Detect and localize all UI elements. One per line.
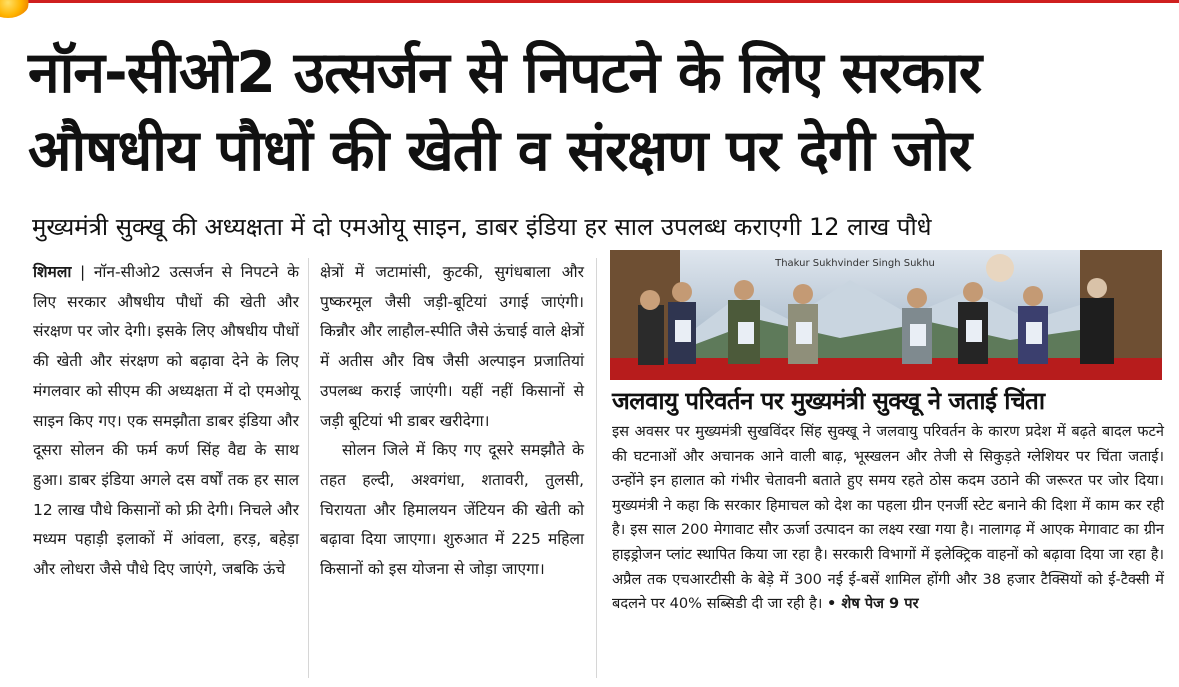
column-2-paragraph-2-text: सोलन जिले में किए गए दूसरे समझौते के तहत हल्दी, अश्वगंधा, शतावरी, तुलसी, चिरायता और हिमालयन जेंटियन की खेती को बढ़ावा दिया जाएगा। शुरुआत में 225 महिला किसानों को इस योजना से जोड़ा जाएगा। (320, 441, 584, 579)
column-divider-2 (596, 258, 597, 678)
continued-note: • शेष पेज 9 पर (827, 595, 919, 613)
column-divider (308, 258, 309, 678)
article-column-2 (320, 258, 584, 585)
column-2-paragraph-2 (320, 436, 584, 585)
top-rule (0, 0, 1179, 3)
column-3-text: इस अवसर पर मुख्यमंत्री सुखविंदर सिंह सुक्खू ने जलवायु परिवर्तन के कारण प्रदेश में बढ़ते बादल फटने की घटनाओं और अचानक आने वाली बाढ़, भूस्खलन और तेजी से सिकुड़ते ग्लेशियर पर चिंता जताई। उन्होंने इन हालात को गंभीर चेतावनी बताते हुए समय रहते ठोस कदम उठाने की जरूरत पर जोर दिया। मुख्यमंत्री ने कहा कि सरकार हिमाचल को देश का पहला ग्रीन एनर्जी स्टेट बनाने की दिशा में काम कर रही है। इस साल 200 मेगावाट सौर ऊर्जा उत्पादन का लक्ष्य रखा गया है। नालागढ़ में आएक मेगावाट का ग्रीन हाइड्रोजन प्लांट स्थापित किया जा रहा है। सरकारी विभागों में इलेक्ट्रिक वाहनों को बढ़ावा दिया जा रहा है। अप्रैल तक एचआरटीसी के बेड़े में 300 नई ई-बसें शामिल होंगी और 38 हजार टैक्सियों को ई-टैक्सी में बदलने पर 40% सब्सिडी दी जा रही है। (612, 423, 1164, 613)
secondary-headline: जलवायु परिवर्तन पर मुख्यमंत्री सुक्खू ने जताई चिंता (612, 387, 1045, 415)
sun-logo-icon (0, 0, 30, 18)
headline (28, 34, 1168, 190)
headline-line-2: औषधीय पौधों की खेती व संरक्षण पर देगी जोर (28, 118, 972, 184)
dateline: शिमला (33, 263, 72, 281)
column-1-text: नॉन-सीओ2 उत्सर्जन से निपटने के लिए सरकार औषधीय पौधों की खेती और संरक्षण पर जोर देगी। इसके लिए औषधीय पौधों की खेती और संरक्षण को बढ़ावा देने के लिए मंगलवार को सीएम की अध्यक्षता में दो एमओयू साइन किए गए। एक समझौता डाबर इंडिया और दूसरा सोलन की फर्म कर्ण सिंह वैद्य के साथ हुआ। डाबर इंडिया अगले दस वर्षों तक हर साल 12 लाख पौधे किसानों को फ्री देगी। निचले और मध्यम पहाड़ी इलाकों में आंवला, हरड़, बहेड़ा और लोधरा जैसे पौधे दिए जाएंगे, जबकि ऊंचे (33, 263, 299, 579)
article-column-1: शिमला | नॉन-सीओ2 उत्सर्जन से निपटने के लिए सरकार औषधीय पौधों की खेती और संरक्षण पर जोर देगी। इसके लिए औषधीय पौधों की खेती और संरक्षण को बढ़ावा देने के लिए मंगलवार को सीएम की अध्यक्षता में दो एमओयू साइन किए गए। एक समझौता डाबर इंडिया और दूसरा सोलन की फर्म कर्ण सिंह वैद्य के साथ हुआ। डाबर इंडिया अगले दस वर्षों तक हर साल 12 लाख पौधे किसानों को फ्री देगी। निचले और मध्यम पहाड़ी इलाकों में आंवला, हरड़, बहेड़ा और लोधरा जैसे पौधे दिए जाएंगे, जबकि ऊंचे (33, 263, 299, 579)
subheadline: मुख्यमंत्री सुक्खू की अध्यक्षता में दो एमओयू साइन, डाबर इंडिया हर साल उपलब्ध कराएगी 12 लाख पौधे (32, 213, 932, 241)
headline-line-1: नॉन-सीओ2 उत्सर्जन से निपटने के लिए सरकार (28, 40, 982, 106)
article-column-3 (612, 420, 1164, 617)
photo-banner-text: Thakur Sukhvinder Singh Sukhu (775, 258, 935, 269)
news-photo (610, 250, 1162, 380)
column-2-paragraph-1: क्षेत्रों में जटामांसी, कुटकी, सुगंधबाला और पुष्करमूल जैसी जड़ी-बूटियां उगाई जाएंगी। किन्नौर और लाहौल-स्पीति जैसे ऊंचाई वाले क्षेत्रों में अतीस और विष जैसी अल्पाइन प्रजातियां उपलब्ध कराई जाएंगी। यहीं नहीं किसानों से जड़ी बूटियां भी डाबर खरीदेगा। (320, 263, 584, 430)
